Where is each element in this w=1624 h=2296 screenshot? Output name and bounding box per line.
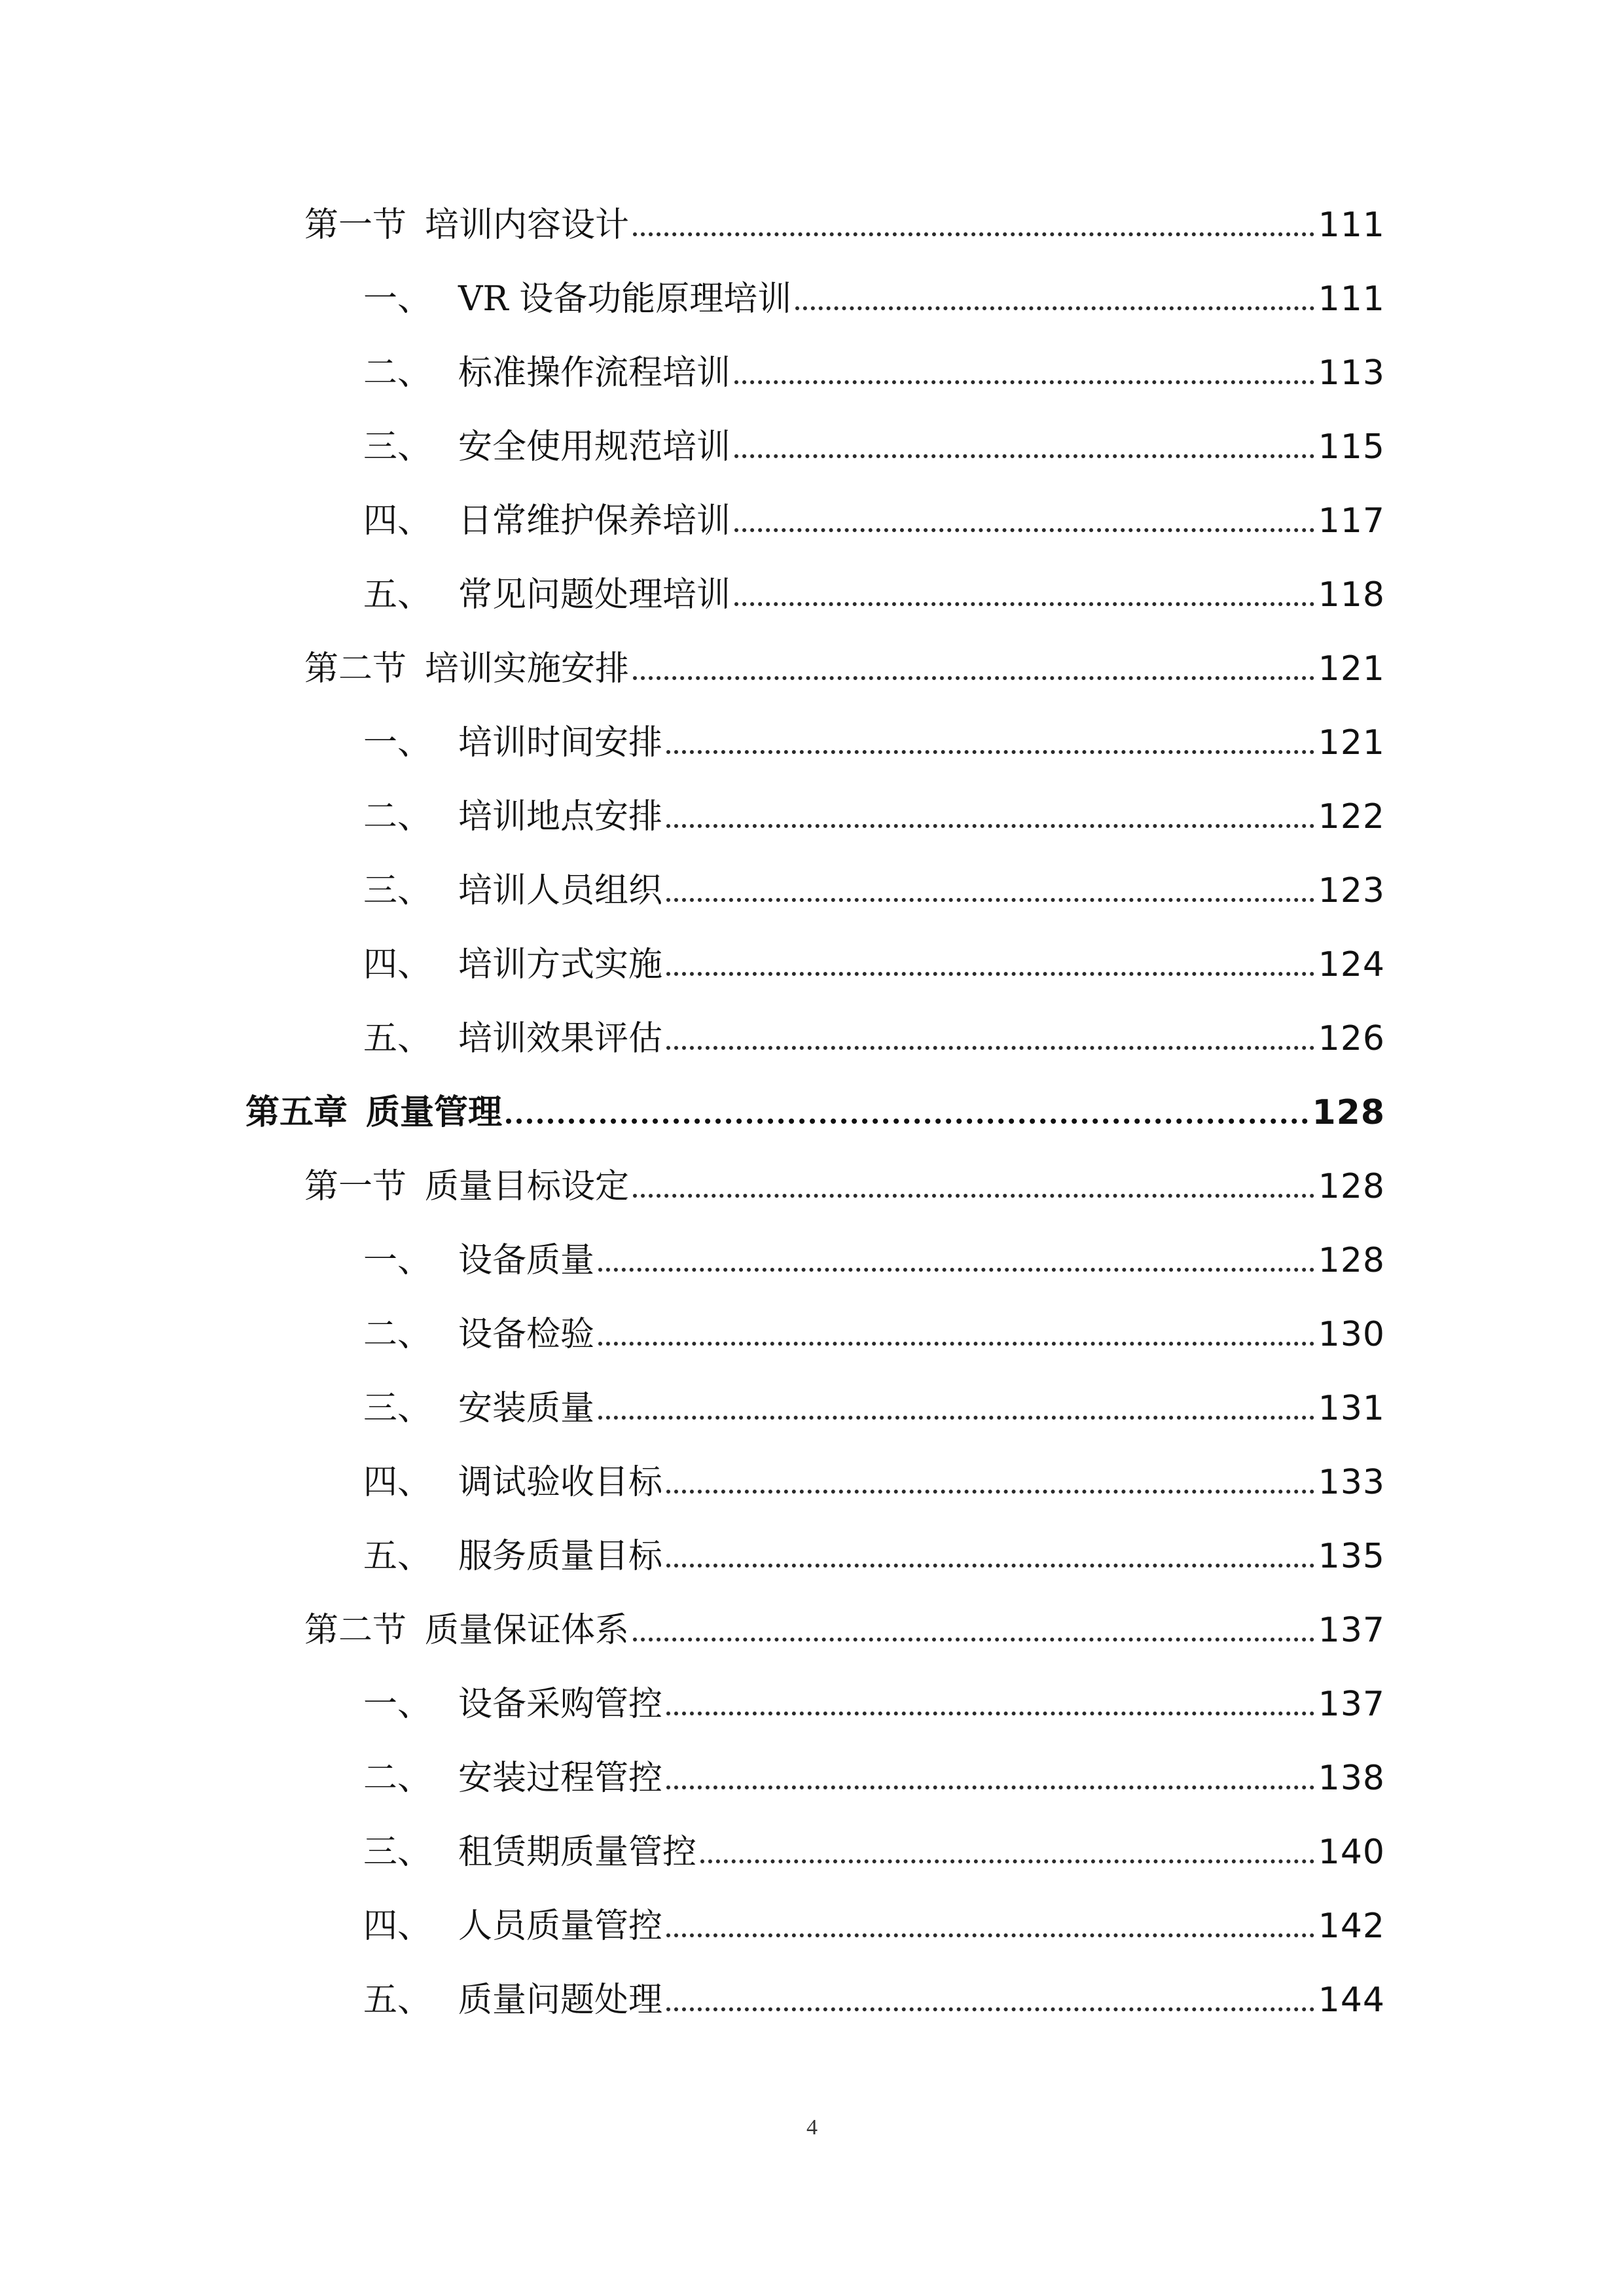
toc-entry-number: 第一节 (304, 206, 407, 245)
toc-entry-title: 常见问题处理培训 (458, 575, 731, 615)
toc-entry[interactable] (363, 1501, 1385, 1576)
toc-entry[interactable] (363, 1871, 1385, 1946)
toc-entry-page: 126 (1318, 1019, 1385, 1058)
toc-entry-number: 四、 (363, 945, 432, 984)
toc-entry-title: 安装过程管控 (458, 1759, 663, 1798)
toc-entry[interactable] (304, 614, 1385, 689)
toc-entry-number: 一、 (363, 279, 432, 319)
toc-dot-leader (598, 1342, 1314, 1346)
toc-entry-number: 第一节 (304, 1167, 407, 1206)
toc-entry-number: 四、 (363, 1907, 432, 1946)
toc-entry-title: 安全使用规范培训 (458, 427, 731, 467)
toc-entry[interactable] (363, 1280, 1385, 1352)
toc-entry[interactable] (363, 762, 1385, 834)
toc-dot-leader (598, 1268, 1314, 1272)
toc-entry-title: 培训时间安排 (458, 723, 663, 762)
toc-entry-number: 第二节 (304, 649, 407, 689)
page-number: 4 (806, 2115, 818, 2140)
toc-entry-title: 调试验收目标 (458, 1463, 663, 1502)
toc-entry-title: VR 设备功能原理培训 (458, 279, 792, 319)
toc-entry-page: 128 (1318, 1241, 1385, 1280)
toc-entry-number: 二、 (363, 1759, 432, 1798)
toc-entry-page: 117 (1318, 501, 1385, 541)
toc-entry-title: 安装质量 (458, 1389, 595, 1428)
toc-entry-page: 122 (1318, 797, 1385, 836)
toc-dot-leader (666, 1933, 1314, 1937)
toc-entry-number: 四、 (363, 1463, 432, 1502)
toc-entry[interactable] (304, 170, 1385, 245)
toc-entry-page: 144 (1318, 1981, 1385, 2020)
toc-dot-leader (700, 1859, 1314, 1863)
toc-entry[interactable] (363, 688, 1385, 760)
toc-entry-number: 二、 (363, 1315, 432, 1354)
toc-entry-title: 质量保证体系 (425, 1611, 630, 1650)
toc-entry-number: 一、 (363, 1241, 432, 1280)
toc-dot-leader (734, 380, 1314, 384)
toc-entry[interactable] (363, 1427, 1385, 1502)
toc-entry[interactable] (363, 1649, 1385, 1724)
toc-entry-page: 118 (1318, 575, 1385, 615)
toc-entry[interactable] (304, 1575, 1385, 1650)
toc-entry[interactable] (363, 1354, 1385, 1426)
toc-dot-leader (666, 1712, 1314, 1715)
toc-entry-title: 培训地点安排 (458, 797, 663, 836)
toc-entry-title: 培训效果评估 (458, 1019, 663, 1058)
toc-entry-page: 111 (1318, 279, 1385, 319)
toc-dot-leader (633, 676, 1314, 680)
toc-dot-leader (633, 1194, 1314, 1198)
toc-entry-number: 三、 (363, 427, 432, 467)
toc-entry-page: 111 (1318, 206, 1385, 245)
toc-entry[interactable] (363, 318, 1385, 393)
toc-dot-leader (666, 824, 1314, 828)
toc-entry-page: 128 (1312, 1093, 1385, 1132)
toc-entry-page: 123 (1318, 871, 1385, 910)
toc-entry[interactable] (363, 244, 1385, 319)
toc-entry[interactable] (363, 1797, 1385, 1872)
toc-entry-number: 三、 (363, 871, 432, 910)
toc-entry-number: 五、 (363, 1537, 432, 1576)
toc-entry-number: 五、 (363, 1019, 432, 1058)
toc-entry-number: 二、 (363, 353, 432, 393)
toc-dot-leader (795, 306, 1314, 310)
toc-entry-page: 115 (1318, 427, 1385, 467)
toc-dot-leader (633, 232, 1314, 236)
toc-dot-leader (598, 1416, 1314, 1420)
toc-entry-page: 128 (1318, 1167, 1385, 1206)
toc-entry-number: 三、 (363, 1389, 432, 1428)
toc-entry[interactable] (304, 1132, 1385, 1204)
toc-entry-title: 质量管理 (366, 1092, 503, 1132)
toc-entry-number: 五、 (363, 575, 432, 615)
toc-dot-leader (666, 1046, 1314, 1050)
toc-entry-page: 130 (1318, 1315, 1385, 1354)
toc-entry-title: 设备检验 (458, 1315, 595, 1354)
toc-dot-leader (666, 1785, 1314, 1789)
toc-entry-number: 二、 (363, 797, 432, 836)
toc-entry-title: 设备采购管控 (458, 1685, 663, 1724)
toc-entry-number: 一、 (363, 1685, 432, 1724)
toc-entry-page: 137 (1318, 1611, 1385, 1650)
toc-entry-page: 124 (1318, 945, 1385, 984)
toc-dot-leader (633, 1638, 1314, 1641)
toc-entry[interactable] (363, 984, 1385, 1056)
toc-entry-number: 一、 (363, 723, 432, 762)
toc-entry[interactable] (363, 836, 1385, 908)
toc-entry-number: 三、 (363, 1833, 432, 1872)
toc-dot-leader (666, 2007, 1314, 2011)
toc-dot-leader (666, 1564, 1314, 1568)
toc-dot-leader (734, 602, 1314, 606)
toc-dot-leader (506, 1119, 1308, 1124)
toc-entry-title: 培训实施安排 (425, 649, 630, 689)
toc-entry-title: 质量问题处理 (458, 1981, 663, 2020)
toc-entry-title: 人员质量管控 (458, 1907, 663, 1946)
toc-entry-title: 培训方式实施 (458, 945, 663, 984)
toc-entry[interactable] (363, 910, 1385, 982)
toc-entry-title: 培训人员组织 (458, 871, 663, 910)
toc-entry[interactable] (363, 540, 1385, 615)
toc-entry-number: 第五章 (245, 1092, 348, 1132)
toc-entry-page: 131 (1318, 1389, 1385, 1428)
toc-entry-title: 租赁期质量管控 (458, 1833, 697, 1872)
toc-entry-number: 四、 (363, 501, 432, 541)
toc-entry-title: 日常维护保养培训 (458, 501, 731, 541)
toc-chapter-entry[interactable] (245, 1058, 1385, 1130)
toc-entry-page: 135 (1318, 1537, 1385, 1576)
toc-entry-page: 113 (1318, 353, 1385, 393)
toc-entry[interactable] (363, 466, 1385, 541)
toc-dot-leader (666, 898, 1314, 902)
toc-entry-title: 设备质量 (458, 1241, 595, 1280)
toc-entry[interactable] (363, 1206, 1385, 1278)
toc-entry-page: 121 (1318, 649, 1385, 689)
toc-entry-page: 140 (1318, 1833, 1385, 1872)
toc-dot-leader (734, 528, 1314, 532)
toc-dot-leader (666, 1490, 1314, 1494)
toc-entry[interactable] (363, 1723, 1385, 1798)
toc-dot-leader (666, 972, 1314, 976)
toc-entry[interactable] (363, 392, 1385, 467)
toc-entry-page: 133 (1318, 1463, 1385, 1502)
toc-entry-page: 138 (1318, 1759, 1385, 1798)
toc-entry-title: 服务质量目标 (458, 1537, 663, 1576)
toc-entry-number: 五、 (363, 1981, 432, 2020)
toc-entry-title: 标准操作流程培训 (458, 353, 731, 393)
toc-dot-leader (666, 750, 1314, 754)
toc-entry-number: 第二节 (304, 1611, 407, 1650)
toc-entry-page: 137 (1318, 1685, 1385, 1724)
toc-entry-page: 142 (1318, 1907, 1385, 1946)
toc-entry[interactable] (363, 1945, 1385, 2020)
toc-entry-title: 质量目标设定 (425, 1167, 630, 1206)
toc-entry-title: 培训内容设计 (425, 206, 630, 245)
toc-dot-leader (734, 454, 1314, 458)
toc-entry-page: 121 (1318, 723, 1385, 762)
